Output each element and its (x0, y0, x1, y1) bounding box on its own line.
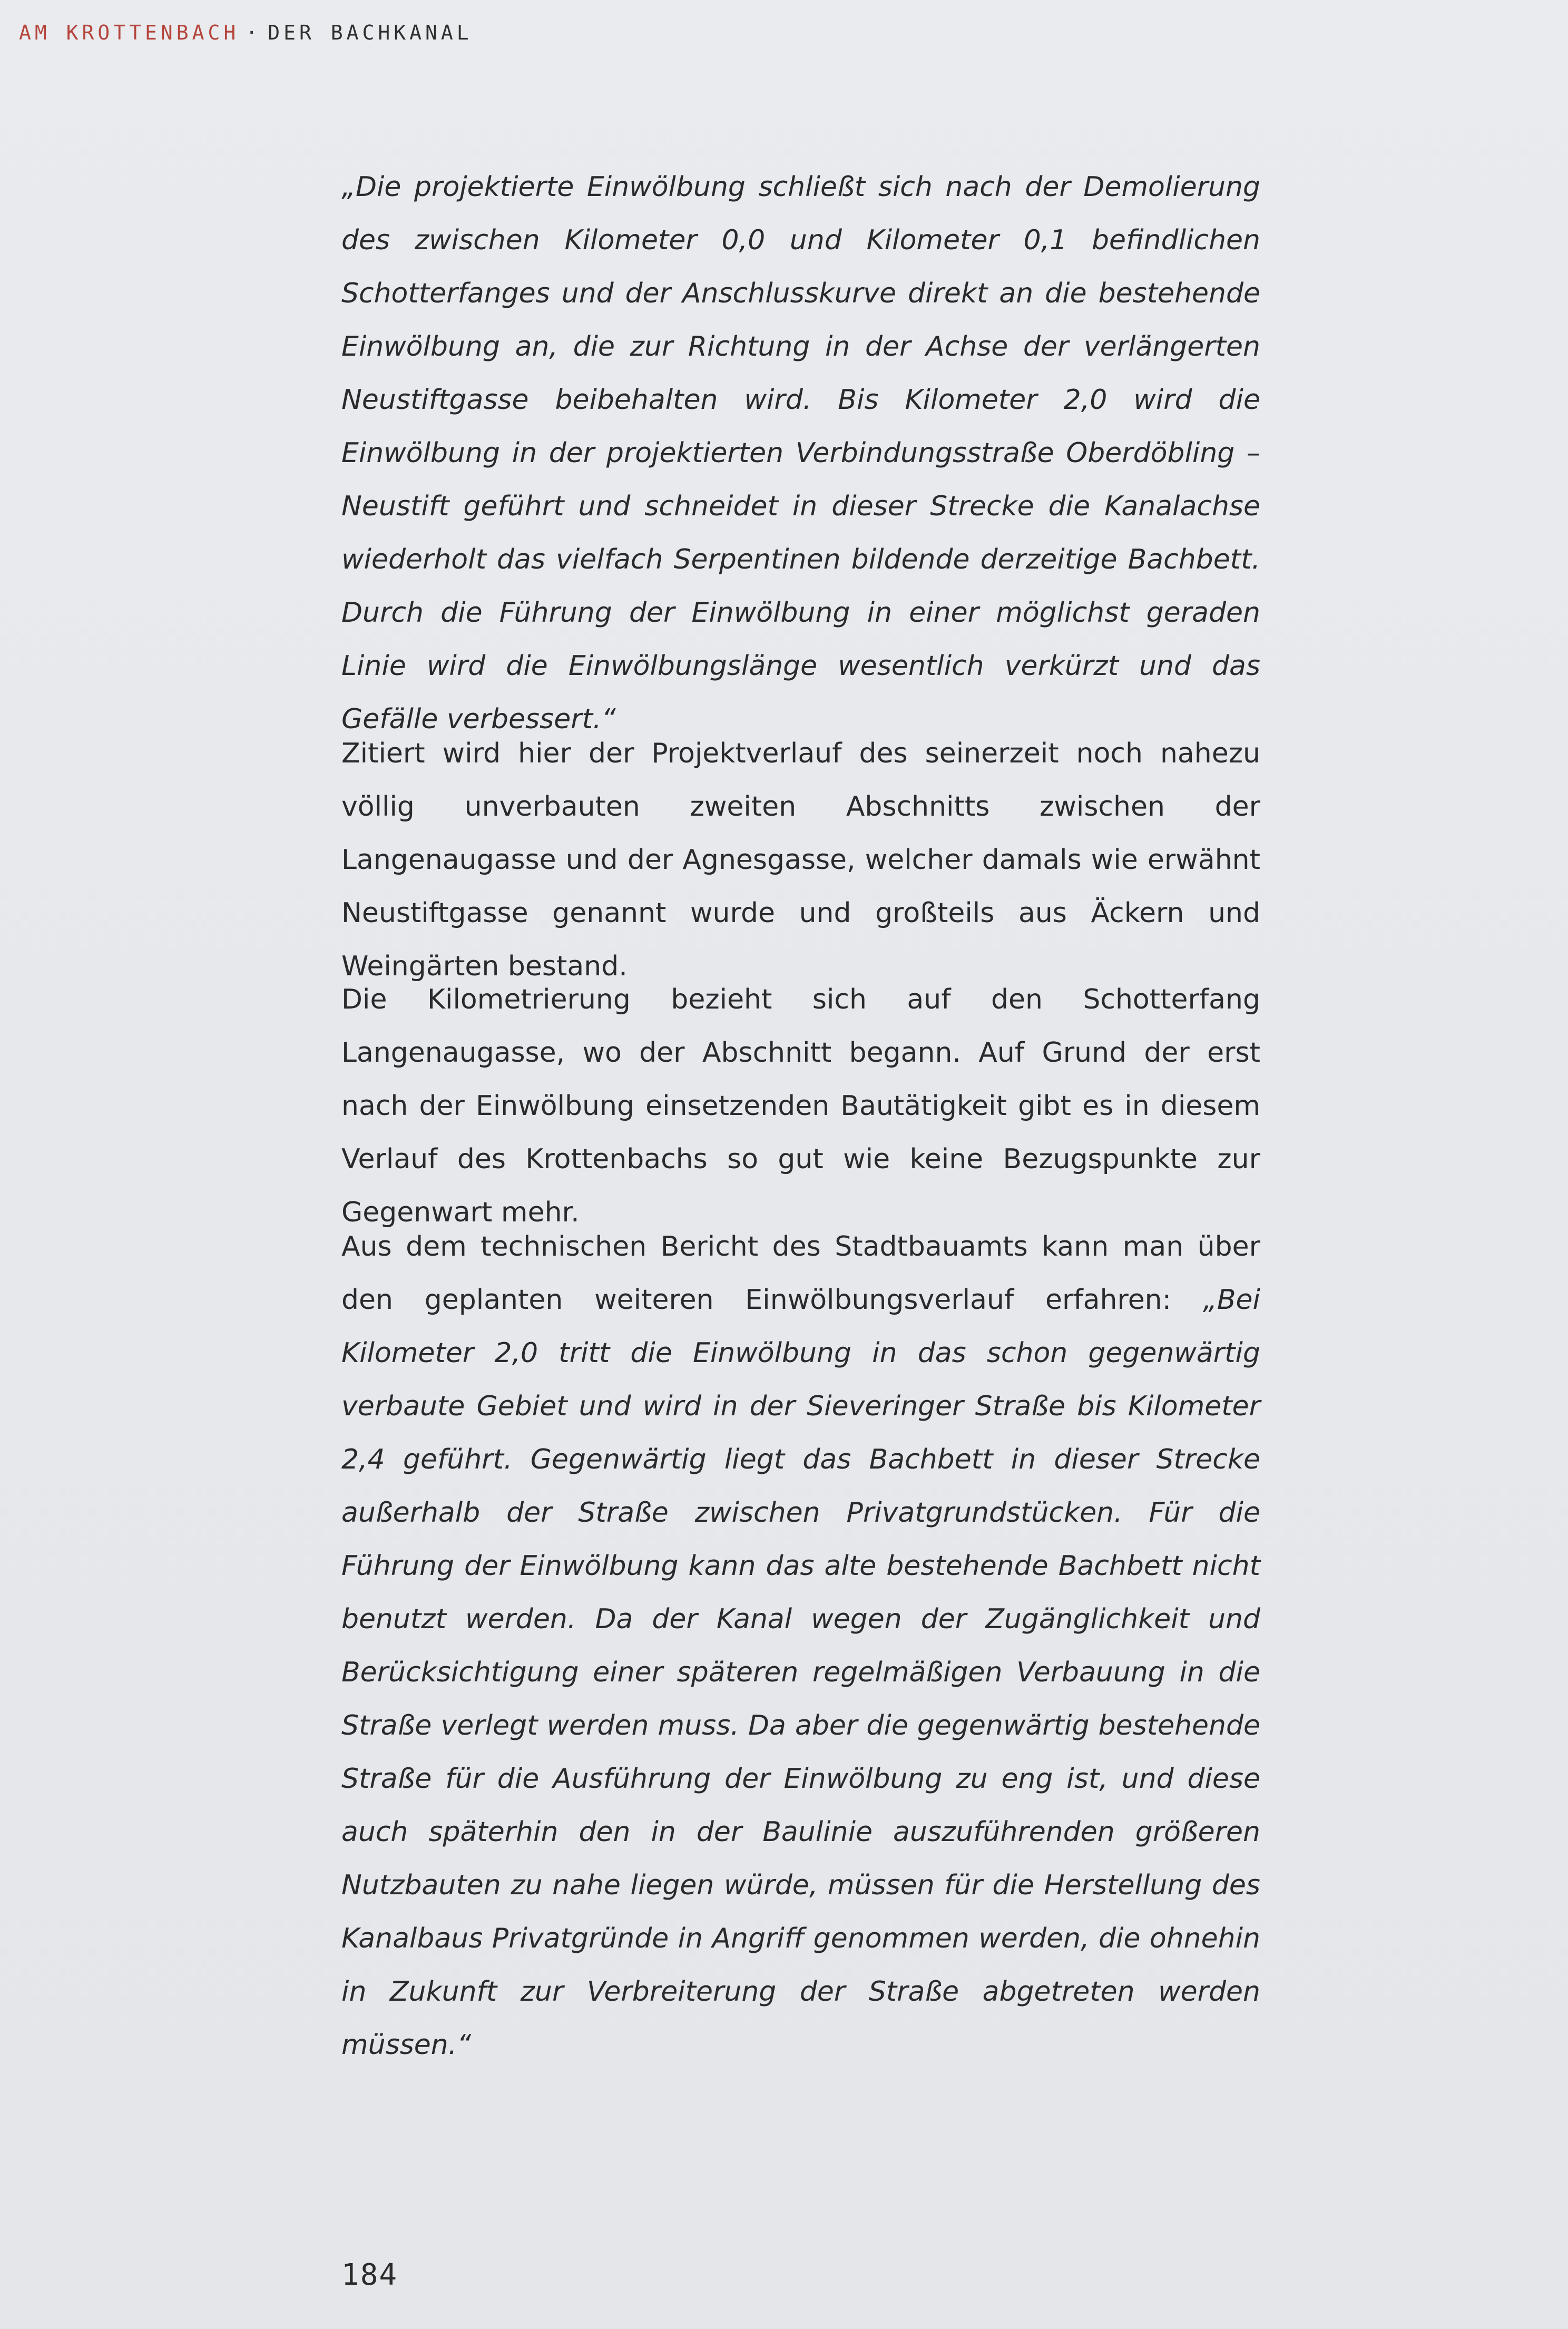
header-section-title: AM KROTTENBACH (19, 21, 240, 44)
header-chapter-title: DER BACHKANAL (268, 21, 473, 44)
body-paragraph-4 (341, 1220, 1260, 2072)
quote-paragraph-1: „Die projektierte Einwölbung schließt sich nach der Demolierung des zwischen Kilometer 0,0 und Kilometer 0,1 befindlichen Schotterfanges und der Anschlusskurve direkt an die bestehende Einwölbung an, die zur Richtung in der Achse der verlängerten Neustiftgasse beibehalten wird. Bis Kilometer 2,0 wird die Einwölbung in der projektierten Verbindungsstraße Oberdöbling – Neustift geführt und schneidet in dieser Strecke die Kanalachse wiederholt das vielfach Serpentinen bildende derzeitige Bachbett. Durch die Führung der Einwölbung in einer möglichst geraden Linie wird die Einwölbungslänge wesentlich verkürzt und das Gefälle verbessert.“ (341, 171, 1260, 735)
paragraph-4-intro: Aus dem technischen Bericht des Stadtbauamts kann man über den geplanten weiteren Einwölbungsverlauf erfahren: (341, 1231, 1260, 1316)
body-paragraph-2: Zitiert wird hier der Projektverlauf des seinerzeit noch nahezu völlig unverbauten zweiten Abschnitts zwischen der Langenaugasse und der Agnesgasse, welcher damals wie erwähnt Neustiftgasse genannt wurde und großteils aus Äckern und Weingärten bestand. (341, 738, 1260, 982)
body-paragraph-3: Die Kilometrierung bezieht sich auf den Schotterfang Langenaugasse, wo der Abschnitt begann. Auf Grund der erst nach der Einwölbung einsetzenden Bautätigkeit gibt es in diesem Verlauf des Krottenbachs so gut wie keine Bezugspunkte zur Gegenwart mehr. (341, 984, 1260, 1228)
page-number: 184 (341, 2258, 398, 2292)
paragraph-4-quote: „Bei Kilometer 2,0 tritt die Einwölbung in das schon gegenwärtig verbaute Gebiet und wird in der Sieveringer Straße bis Kilometer 2,4 geführt. Gegenwärtig liegt das Bachbett in dieser Strecke außerhalb der Straße zwischen Privatgrundstücken. Für die Führung der Einwölbung kann das alte bestehende Bachbett nicht benutzt werden. Da der Kanal wegen der Zugänglichkeit und Berücksichtigung einer späteren regelmäßigen Verbauung in die Straße verlegt werden muss. Da aber die gegenwärtig bestehende Straße für die Ausführung der Einwölbung zu eng ist, und diese auch späterhin den in der Baulinie auszuführenden größeren Nutzbauten zu nahe liegen würde, müssen für die Herstellung des Kanalbaus Privatgründe in Angriff genommen werden, die ohnehin in Zukunft zur Verbreiterung der Straße abgetreten werden müssen.“ (341, 1284, 1260, 2061)
header-separator: · (246, 21, 262, 44)
running-header (19, 21, 473, 44)
